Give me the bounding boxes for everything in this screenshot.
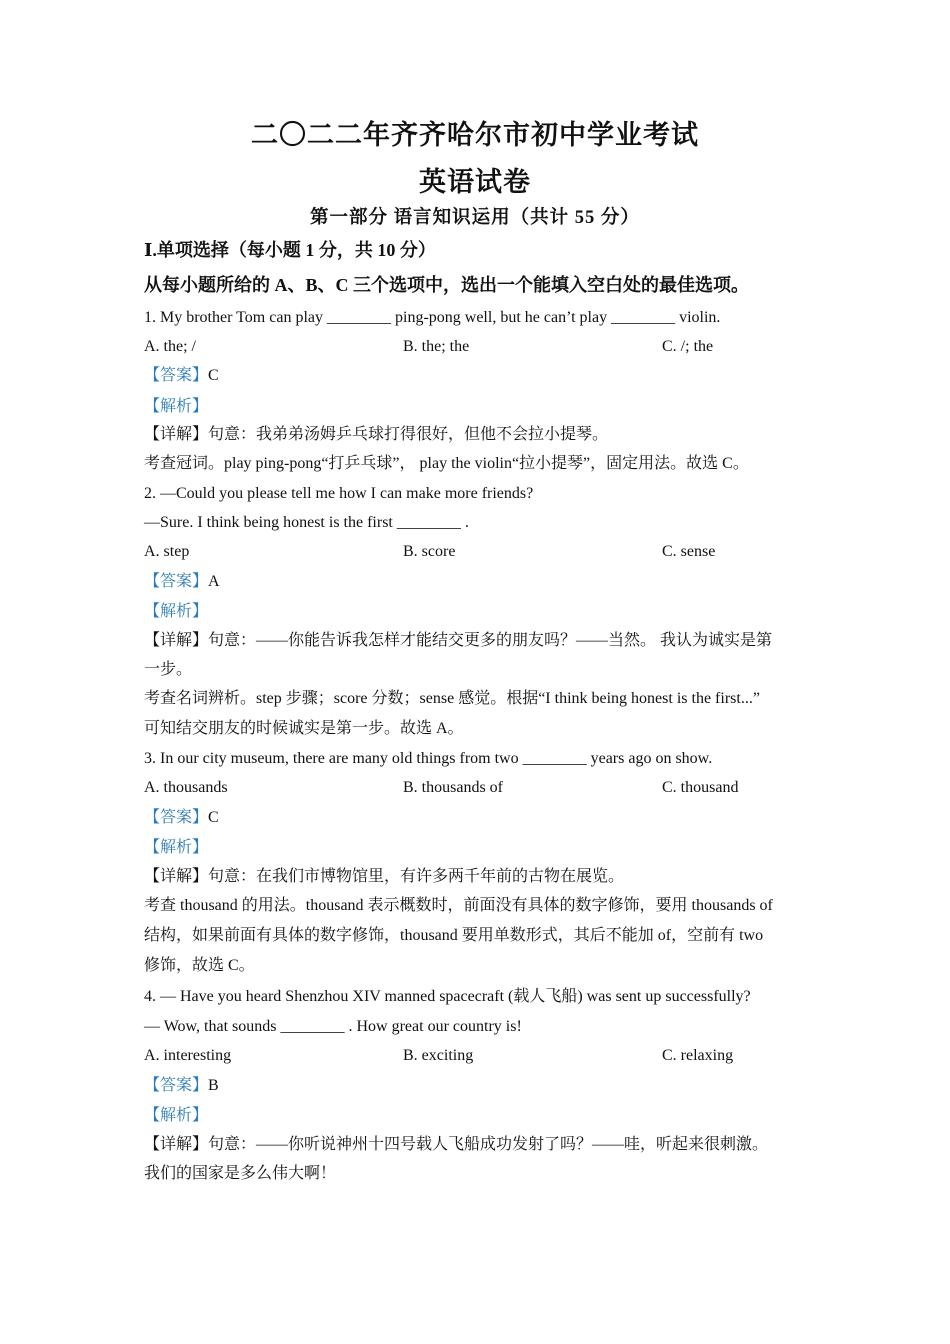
question-3-analysis-tag: 【解析】: [144, 839, 209, 856]
detail-text: 句意：我弟弟汤姆乒乓球打得很好，但他不会拉小提琴。: [208, 426, 609, 443]
question-1-detail-line: [144, 425, 608, 445]
question-4-stem: 4. — Have you heard Shenzhou XIV manned spacecraft (载人飞船) was sent up successfully?: [144, 988, 751, 1005]
answer-tag: 【答案】: [144, 573, 209, 590]
exam-subtitle: 英语试卷: [419, 167, 531, 197]
question-4-detail-line: 我们的国家是多么伟大啊！: [144, 1165, 337, 1182]
answer-tag: 【答案】: [144, 367, 209, 384]
question-4-analysis-tag: 【解析】: [144, 1107, 209, 1124]
question-2-detail-line: 考查名词辨析。step 步骤；score 分数；sense 感觉。根据“I think being honest is the first...”: [144, 690, 760, 707]
question-2-stem: —Sure. I think being honest is the first ________ .: [144, 514, 469, 531]
question-1-option-a: A. the; /: [144, 338, 196, 355]
question-2-detail-line: [144, 631, 772, 651]
question-4-option-b: B. exciting: [403, 1047, 474, 1064]
detail-tag: 【详解】: [144, 426, 209, 443]
question-3-detail-line: [144, 867, 624, 887]
question-3-detail-line: 修饰，故选 C。: [144, 957, 255, 974]
answer-value: B: [208, 1077, 219, 1094]
question-3-option-a: A. thousands: [144, 779, 228, 796]
detail-tag: 【详解】: [144, 1136, 209, 1153]
question-2-answer: [144, 572, 220, 592]
detail-text: 句意：——你能告诉我怎样才能结交更多的朋友吗？——当然。 我认为诚实是第: [208, 632, 773, 649]
question-4-option-c: C. relaxing: [662, 1047, 734, 1064]
detail-text: 句意：在我们市博物馆里，有许多两千年前的古物在展览。: [208, 868, 625, 885]
question-4-answer: [144, 1076, 219, 1096]
question-2-stem: 2. —Could you please tell me how I can make more friends?: [144, 485, 534, 502]
question-3-answer: [144, 808, 219, 828]
question-2-option-a: A. step: [144, 543, 190, 560]
question-1-detail-line: 考查冠词。play ping-pong“打乒乓球”， play the violin“拉小提琴”，固定用法。故选 C。: [144, 455, 749, 472]
question-2-analysis-tag: 【解析】: [144, 603, 209, 620]
question-1-option-c: C. /; the: [662, 338, 714, 355]
question-3-option-b: B. thousands of: [403, 779, 503, 796]
question-3-stem: 3. In our city museum, there are many old things from two ________ years ago on show.: [144, 750, 713, 767]
question-2-detail-line: 一步。: [144, 661, 193, 678]
question-2-option-c: C. sense: [662, 543, 716, 560]
question-3-detail-line: 结构，如果前面有具体的数字修饰，thousand 要用单数形式，其后不能加 of，空前有 two: [144, 927, 764, 944]
answer-value: C: [208, 809, 219, 826]
question-4-detail-line: [144, 1135, 768, 1155]
question-4-option-a: A. interesting: [144, 1047, 232, 1064]
question-1-answer: [144, 366, 219, 386]
answer-tag: 【答案】: [144, 1077, 209, 1094]
answer-tag: 【答案】: [144, 809, 209, 826]
detail-tag: 【详解】: [144, 868, 209, 885]
question-3-option-c: C. thousand: [662, 779, 739, 796]
question-1-stem: 1. My brother Tom can play ________ ping-pong well, but he can’t play ________ violin.: [144, 309, 721, 326]
detail-text: 句意：——你听说神州十四号载人飞船成功发射了吗？——哇，听起来很刺激。: [208, 1136, 769, 1153]
detail-tag: 【详解】: [144, 632, 209, 649]
question-1-option-b: B. the; the: [403, 338, 470, 355]
question-4-stem: — Wow, that sounds ________ . How great our country is!: [144, 1018, 522, 1035]
answer-value: A: [208, 573, 220, 590]
part-heading: 第一部分 语言知识运用（共计 55 分）: [310, 208, 640, 228]
section-heading: Ⅰ.单项选择（每小题 1 分，共 10 分）: [144, 240, 436, 260]
question-3-detail-line: 考查 thousand 的用法。thousand 表示概数时，前面没有具体的数字修饰，要用 thousands of: [144, 897, 773, 914]
question-1-analysis-tag: 【解析】: [144, 398, 209, 415]
exam-title: 二〇二二年齐齐哈尔市初中学业考试: [251, 120, 699, 150]
answer-value: C: [208, 367, 219, 384]
question-2-option-b: B. score: [403, 543, 456, 560]
question-2-detail-line: 可知结交朋友的时候诚实是第一步。故选 A。: [144, 720, 464, 737]
section-instruction: 从每小题所给的 A、B、C 三个选项中，选出一个能填入空白处的最佳选项。: [144, 275, 750, 295]
